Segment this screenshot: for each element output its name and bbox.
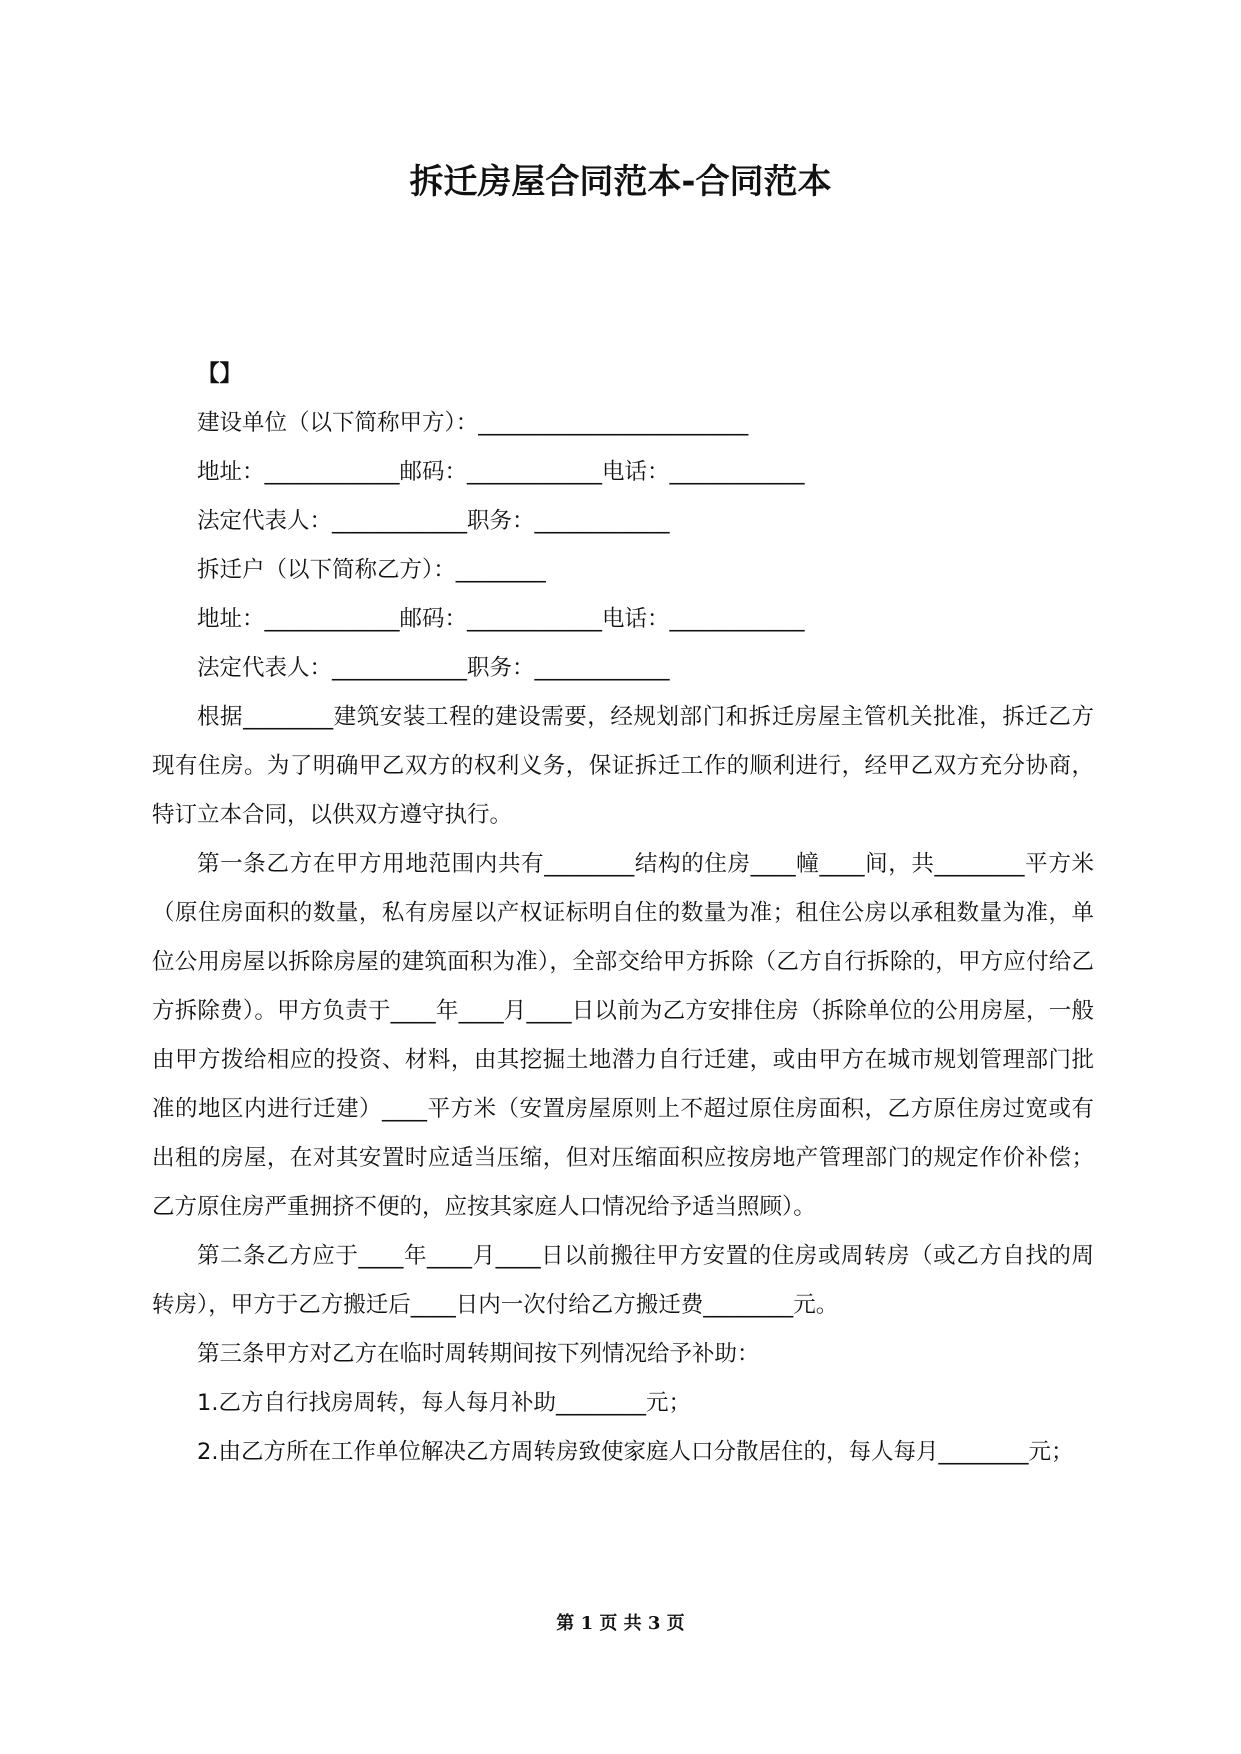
article-3-item-2: 2.由乙方所在工作单位解决乙方周转房致使家庭人口分散居住的，每人每月________元； <box>197 1439 1074 1465</box>
article-3-paragraph: 第三条甲方对乙方在临时周转期间按下列情况给予补助： <box>197 1341 760 1367</box>
party-a-representative-line: 法定代表人：____________职务：____________ <box>197 508 670 534</box>
article-2-paragraph: 第二条乙方应于____年____月____日以前搬往甲方安置的住房或周转房（或乙方自找的周转房），甲方于乙方搬迁后____日内一次付给乙方搬迁费________元。 <box>152 1243 1094 1318</box>
article-3-item-1: 1.乙方自行找房周转，每人每月补助________元； <box>197 1390 691 1416</box>
party-a-line: 建设单位（以下简称甲方）：________________________ <box>197 410 749 436</box>
page-number-footer: 第 1 页 共 3 页 <box>556 1613 685 1634</box>
party-b-representative-line: 法定代表人：____________职务：____________ <box>197 655 670 681</box>
bracket-heading: 【】 <box>197 361 243 387</box>
party-b-line: 拆迁户（以下简称乙方）：________ <box>197 557 546 583</box>
party-a-address-line: 地址：____________邮码：____________电话：____________ <box>197 459 805 485</box>
document-title: 拆迁房屋合同范本-合同范本 <box>409 162 832 202</box>
document-body <box>152 350 1094 1477</box>
article-1-paragraph: 第一条乙方在甲方用地范围内共有________结构的住房____幢____间，共________平方米（原住房面积的数量，私有房屋以产权证标明自住的数量为准；租住公房以承租数量为准，单位公用房屋以拆除房屋的建筑面积为准），全部交给甲方拆除（乙方自行拆除的，甲方应付给乙方拆除费）。甲方负责于____年____月____日以前为乙方安排住房（拆除单位的公用房屋，一般由甲方拨给相应的投资、材料，由其挖掘土地潜力自行迁建，或由甲方在城市规划管理部门批准的地区内进行迁建）____平方米（安置房屋原则上不超过原住房面积，乙方原住房过宽或有出租的房屋，在对其安置时应适当压缩，但对压缩面积应按房地产管理部门的规定作价补偿；乙方原住房严重拥挤不便的，应按其家庭人口情况给予适当照顾）。 <box>152 851 1094 1220</box>
preamble-paragraph: 根据________建筑安装工程的建设需要，经规划部门和拆迁房屋主管机关批准，拆迁乙方现有住房。为了明确甲乙双方的权利义务，保证拆迁工作的顺利进行，经甲乙双方充分协商，特订立本合同，以供双方遵守执行。 <box>152 704 1094 828</box>
party-b-address-line: 地址：____________邮码：____________电话：____________ <box>197 606 805 632</box>
